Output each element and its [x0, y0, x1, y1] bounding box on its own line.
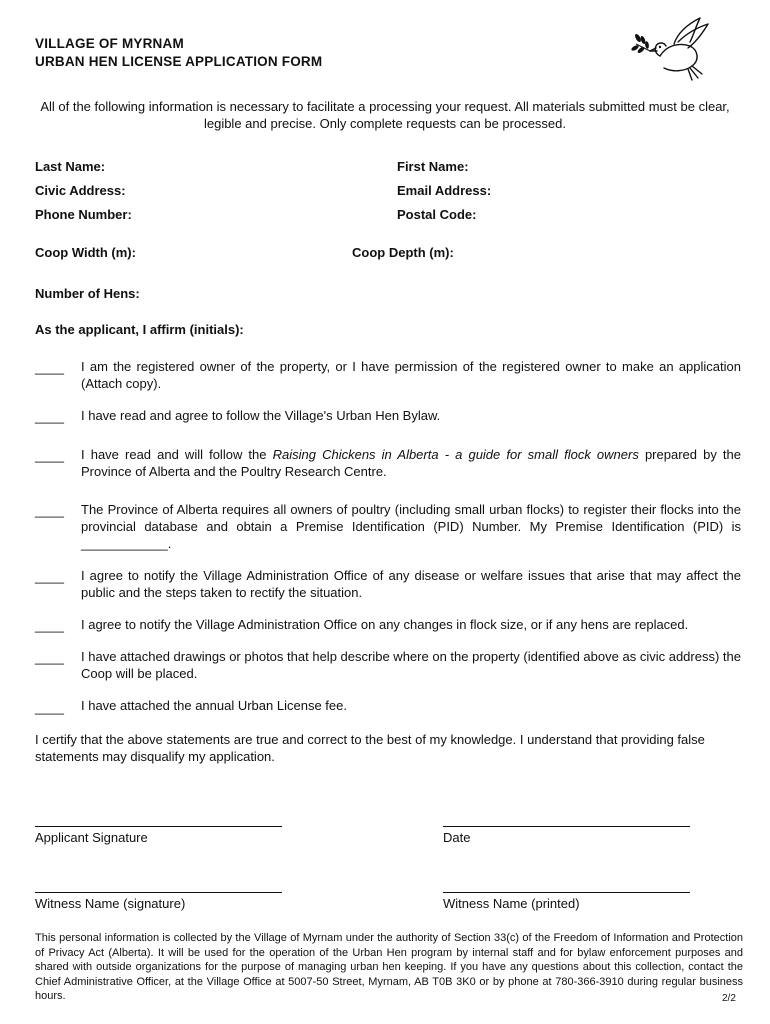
page-number: 2/2 [722, 993, 736, 1004]
applicant-signature-label: Applicant Signature [35, 830, 148, 845]
email-address-label: Email Address: [397, 183, 492, 198]
witness-printed-label: Witness Name (printed) [443, 896, 580, 911]
statement-fee: I have attached the annual Urban License fee. [81, 698, 347, 713]
postal-code-label: Postal Code: [397, 207, 477, 222]
initials-blank-5[interactable]: ____ [35, 569, 64, 584]
initials-blank-6[interactable]: ____ [35, 618, 64, 633]
form-title [35, 35, 322, 71]
date-line[interactable] [443, 826, 690, 827]
statement-owner: I am the registered owner of the property, or I have permission of the registered owner to make an application (Attach copy). [81, 359, 741, 391]
statement-guide-pre: I have read and will follow the [81, 447, 273, 462]
last-name-label: Last Name: [35, 159, 106, 174]
statement-guide-post: prepared by the Province of Alberta and the Poultry Research Centre. [81, 447, 742, 479]
form-name: URBAN HEN LICENSE APPLICATION FORM [35, 54, 323, 69]
affirm-heading: As the applicant, I affirm (initials): [35, 322, 244, 337]
privacy-notice: This personal information is collected by the Village of Myrnam under the authority of Section 33(c) of the Freedom of Information and Protection of Privacy Act (Alberta). It will be used for the operation of the Urban Hen program by internal staff and for bylaw enforcement purposes and shared with outside organizations for the purpose of managing urban hen keeping. If you have any questions about this collection, contact the Chief Administrative Officer, at the Village Office at 5007-50 Street, Myrnam, AB T0B 3K0 or by phone at 780-366-3910 during regular business hours. [35, 932, 743, 1002]
initials-blank-1[interactable]: ____ [35, 360, 64, 375]
guide-title: Raising Chickens in Alberta - a guide for small flock owners [272, 447, 639, 462]
number-of-hens-label: Number of Hens: [35, 286, 140, 301]
initials-blank-4[interactable]: ____ [35, 503, 64, 518]
initials-blank-2[interactable]: ____ [35, 409, 64, 424]
certify-statement: I certify that the above statements are true and correct to the best of my knowledge. I understand that providing false statements may disqualify my application. [35, 732, 705, 764]
intro-text: All of the following information is necessary to facilitate a processing your request. All materials submitted must be clear, legible and precise. Only complete requests can be processed. [40, 99, 730, 131]
statement-flock-size: I agree to notify the Village Administration Office on any changes in flock size, or if any hens are replaced. [81, 617, 689, 632]
witness-printed-line[interactable] [443, 892, 690, 893]
coop-width-label: Coop Width (m): [35, 245, 136, 260]
village-name: VILLAGE OF MYRNAM [35, 36, 184, 51]
initials-blank-7[interactable]: ____ [35, 650, 64, 665]
statement-drawings: I have attached drawings or photos that help describe where on the property (identified above as civic address) the Coop will be placed. [81, 649, 741, 681]
statement-bylaw: I have read and agree to follow the Village's Urban Hen Bylaw. [81, 408, 441, 423]
phone-number-label: Phone Number: [35, 207, 132, 222]
coop-depth-label: Coop Depth (m): [352, 245, 454, 260]
date-label: Date [443, 830, 471, 845]
civic-address-label: Civic Address: [35, 183, 126, 198]
witness-signature-label: Witness Name (signature) [35, 896, 186, 911]
applicant-signature-line[interactable] [35, 826, 282, 827]
initials-blank-8[interactable]: ____ [35, 700, 64, 715]
dove-with-olive-branch-icon [630, 14, 712, 82]
first-name-label: First Name: [397, 159, 469, 174]
statement-pid: The Province of Alberta requires all owners of poultry (including small urban flocks) to register their flocks into the provincial database and obtain a Premise Identification (PID) Number. My Premise Identification (PID) is ____________. [81, 502, 741, 551]
witness-signature-line[interactable] [35, 892, 282, 893]
initials-blank-3[interactable]: ____ [35, 448, 64, 463]
statement-disease: I agree to notify the Village Administration Office of any disease or welfare issues that arise that may affect the public and the steps taken to rectify the situation. [81, 568, 741, 600]
statement-guide [81, 446, 741, 480]
